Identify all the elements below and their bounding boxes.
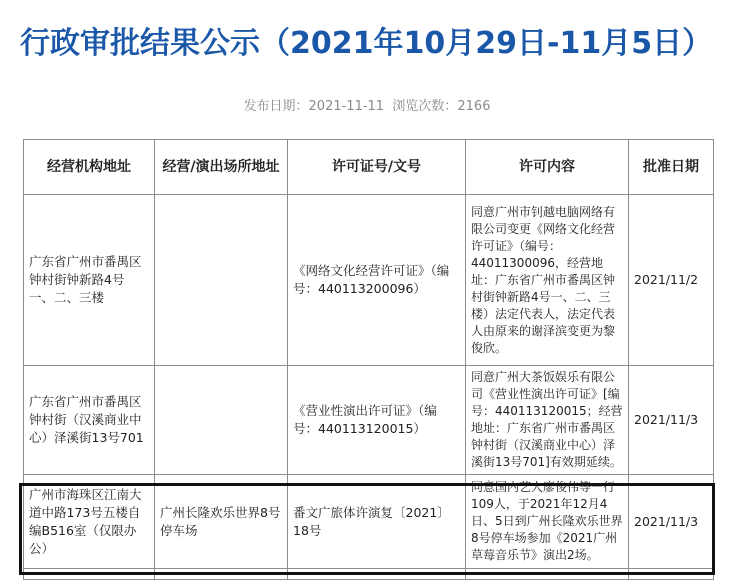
view-count-label: 浏览次数： [392, 99, 458, 114]
header-address: 经营机构地址 [24, 140, 155, 195]
cell-license: 番文广旅体许演复〔2021〕18号 [288, 475, 466, 569]
cell-address: 广东省广州市番禺区钟村街钟新路4号一、二、三楼 [24, 195, 155, 366]
cell-venue [155, 569, 288, 580]
cell-address: 广东省广州市番禺区钟村街（汉溪商业中心）泽溪街13号701 [24, 366, 155, 475]
publish-date-label: 发布日期： [243, 99, 309, 114]
cell-content: 同意广州市钊越电脑网络有限公司变更《网络文化经营许可证》（编号：44011300096，经营地址：广东省广州市番禺区钟村街钟新路4号一、二、三楼）法定代表人，法定代表人由原来的谢泽滨变更为黎俊欣。 [466, 195, 629, 366]
article-meta [0, 95, 734, 114]
cell-date: 2021/11/3 [629, 475, 714, 569]
cell-venue [155, 366, 288, 475]
cell-date: 2021/11/2 [629, 195, 714, 366]
header-date: 批准日期 [629, 140, 714, 195]
table-row [24, 366, 714, 475]
cell-content [466, 569, 629, 580]
cell-venue [155, 195, 288, 366]
header-license: 许可证号/文号 [288, 140, 466, 195]
header-content: 许可内容 [466, 140, 629, 195]
table-row [24, 569, 714, 580]
cell-address: 广州市海珠区江南大道中路173号五楼自编B516室（仅限办公） [24, 475, 155, 569]
page-title: 行政审批结果公示（2021年10月29日-11月5日） [20, 26, 713, 61]
publish-date: 2021-11-11 [308, 99, 385, 114]
cell-license [288, 569, 466, 580]
table-header-row [24, 140, 714, 195]
cell-content: 同意广州大茶饭娱乐有限公司《营业性演出许可证》[编号：440113120015；经营地址：广东省广州市番禺区钟村街（汉溪商业中心）泽溪街13号701]有效期延续。 [466, 366, 629, 475]
cell-date: 2021/11/3 [629, 366, 714, 475]
approval-results-table [23, 139, 714, 580]
table-row [24, 195, 714, 366]
cell-address [24, 569, 155, 580]
cell-content: 同意国内艺人廖俊伟等一行109人，于2021年12月4日、5日到广州长隆欢乐世界8号停车场参加《2021广州草莓音乐节》演出2场。 [466, 475, 629, 569]
view-count: 2166 [457, 99, 491, 114]
cell-license: 《营业性演出许可证》（编号：440113120015） [288, 366, 466, 475]
cell-date [629, 569, 714, 580]
table-row [24, 475, 714, 569]
cell-venue: 广州长隆欢乐世界8号停车场 [155, 475, 288, 569]
header-venue: 经营/演出场所地址 [155, 140, 288, 195]
cell-license: 《网络文化经营许可证》（编号：440113200096） [288, 195, 466, 366]
